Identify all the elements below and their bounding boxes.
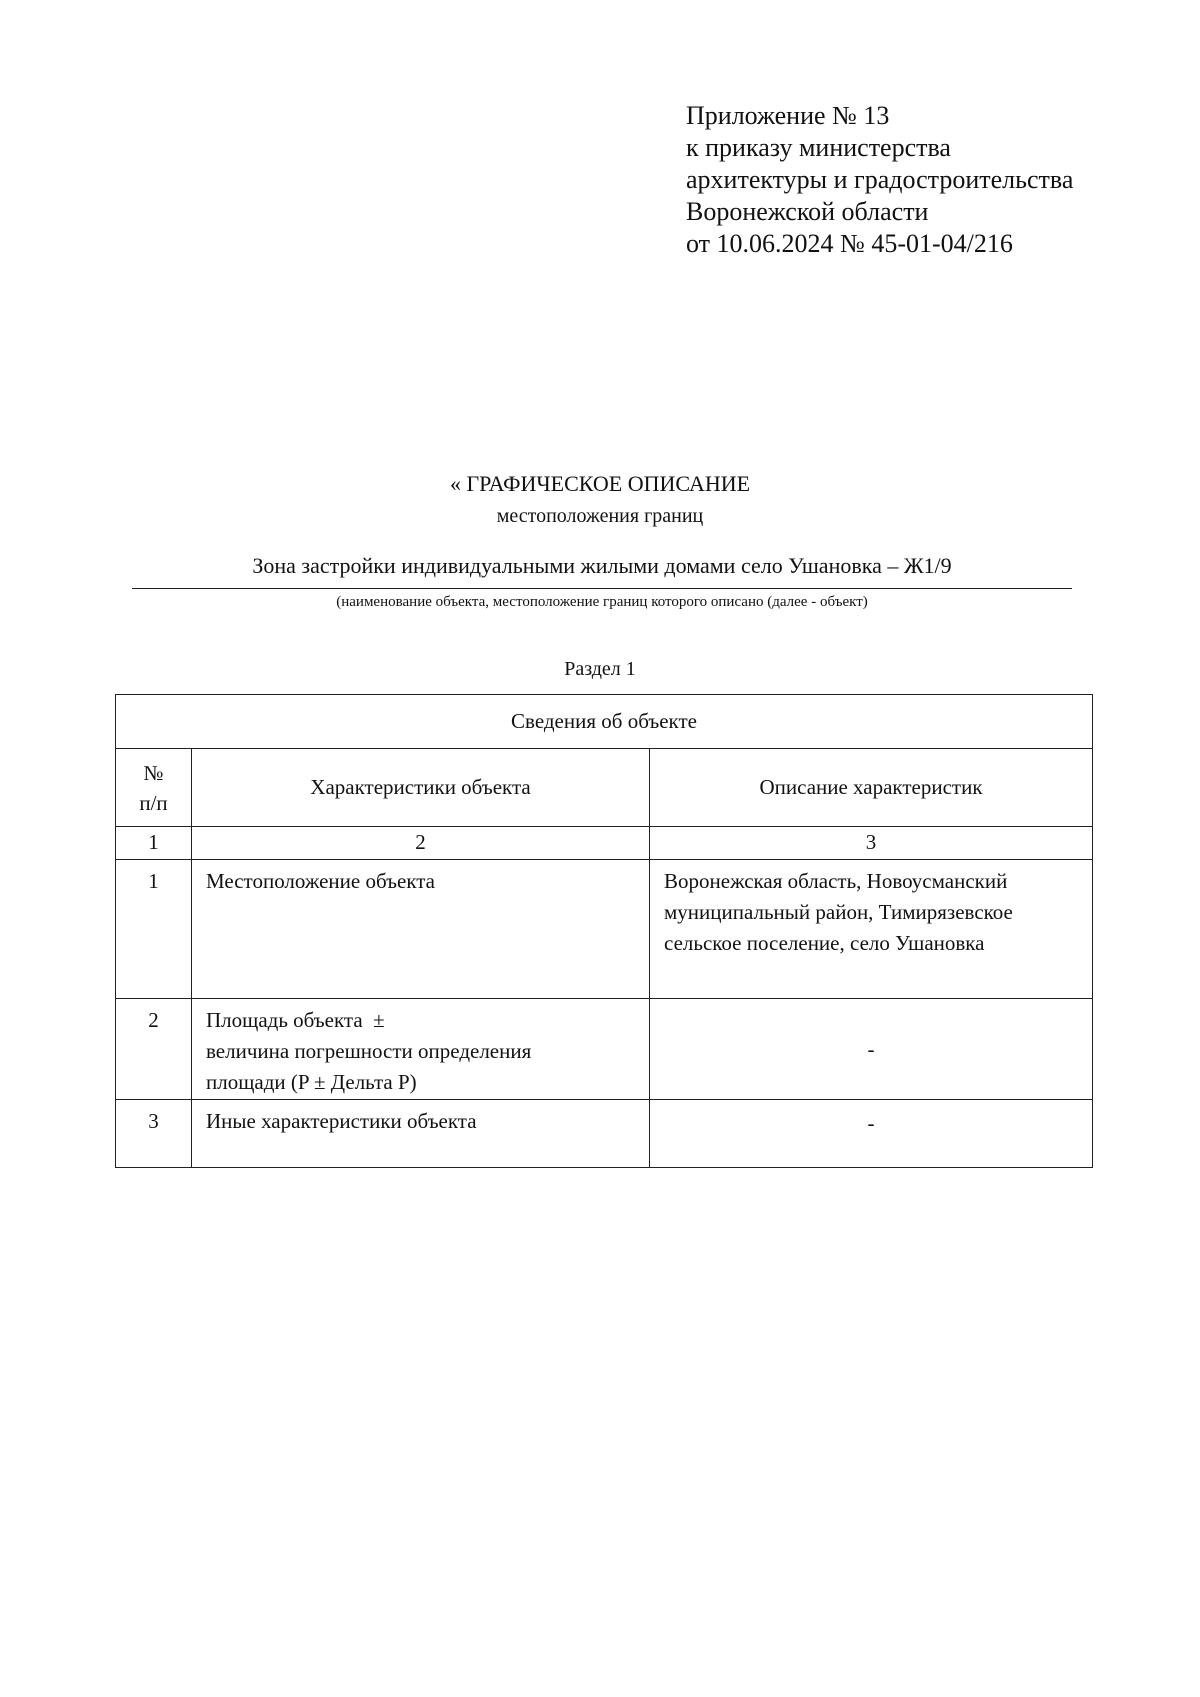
row-description bbox=[650, 860, 1093, 999]
header-characteristic: Характеристики объекта bbox=[192, 749, 650, 827]
text-line: Воронежская область, Новоусманский bbox=[664, 869, 1008, 893]
header-description: Описание характеристик bbox=[650, 749, 1093, 827]
row-number: 1 bbox=[116, 860, 192, 999]
document-title: « ГРАФИЧЕСКОЕ ОПИСАНИЕ bbox=[449, 471, 751, 496]
appendix-line: архитектуры и градостроительства bbox=[686, 165, 1074, 194]
section-title: Раздел 1 bbox=[564, 658, 636, 680]
table-row bbox=[116, 860, 1093, 999]
appendix-line: Воронежской области bbox=[686, 197, 929, 226]
text-line: Иные характеристики объекта bbox=[206, 1109, 477, 1133]
row-description: - bbox=[650, 1100, 1093, 1168]
row-number: 2 bbox=[116, 999, 192, 1100]
object-info-table bbox=[115, 694, 1093, 1168]
row-characteristic bbox=[192, 999, 650, 1100]
appendix-line: от 10.06.2024 № 45-01-04/216 bbox=[686, 229, 1013, 258]
header-number bbox=[116, 749, 192, 827]
text-line: площади (P ± Дельта P) bbox=[206, 1070, 417, 1094]
text-line: сельское поселение, село Ушановка bbox=[664, 931, 985, 955]
appendix-line: Приложение № 13 bbox=[686, 101, 890, 130]
document-subtitle: местоположения границ bbox=[496, 505, 704, 527]
appendix-line: к приказу министерства bbox=[686, 133, 951, 162]
header-number-line: п/п bbox=[139, 790, 168, 815]
object-underline bbox=[132, 588, 1072, 589]
column-number-row bbox=[116, 827, 1093, 860]
object-name: Зона застройки индивидуальными жилыми домами село Ушановка – Ж1/9 bbox=[252, 553, 952, 578]
text-line: Площадь объекта ± bbox=[206, 1008, 385, 1032]
row-characteristic bbox=[192, 860, 650, 999]
table-row bbox=[116, 1100, 1093, 1168]
header-number-line: № bbox=[143, 760, 164, 785]
table-header-row bbox=[116, 749, 1093, 827]
text-line: величина погрешности определения bbox=[206, 1039, 532, 1063]
text-line: Местоположение объекта bbox=[206, 869, 436, 893]
object-caption: (наименование объекта, местоположение границ которого описано (далее - объект) bbox=[336, 594, 868, 610]
row-number: 3 bbox=[116, 1100, 192, 1168]
column-number: 1 bbox=[116, 827, 192, 860]
text-line: муниципальный район, Тимирязевское bbox=[664, 900, 1013, 924]
appendix-block bbox=[686, 100, 1126, 260]
column-number: 3 bbox=[650, 827, 1093, 860]
table-row bbox=[116, 999, 1093, 1100]
table-caption: Сведения об объекте bbox=[116, 695, 1093, 749]
row-characteristic bbox=[192, 1100, 650, 1168]
column-number: 2 bbox=[192, 827, 650, 860]
row-description: - bbox=[650, 999, 1093, 1100]
